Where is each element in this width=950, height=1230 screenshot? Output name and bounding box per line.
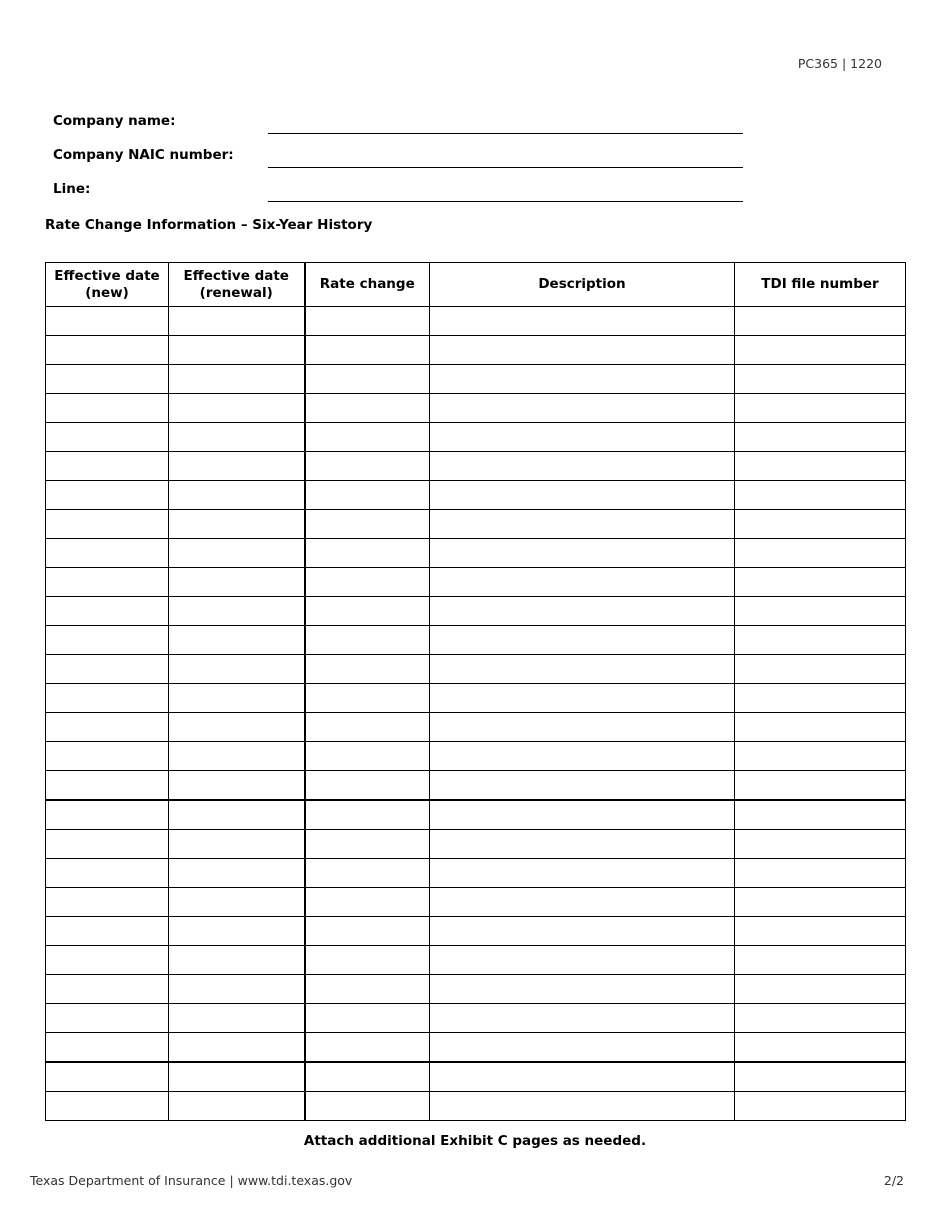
cell-effective-date-new[interactable] <box>46 365 169 394</box>
cell-effective-date-renewal[interactable] <box>169 1004 305 1033</box>
company-naic-field <box>53 146 743 170</box>
cell-effective-date-new[interactable] <box>46 568 169 597</box>
header-effective-date-renewal: Effective date (renewal) <box>169 263 305 307</box>
cell-description[interactable] <box>430 1092 735 1121</box>
table-row <box>46 1033 906 1063</box>
cell-effective-date-new[interactable] <box>46 684 169 713</box>
table-body <box>46 307 906 1121</box>
cell-effective-date-renewal[interactable] <box>169 597 305 626</box>
cell-description[interactable] <box>430 830 735 859</box>
table-row <box>46 336 906 365</box>
table-row <box>46 365 906 394</box>
cell-description[interactable] <box>430 568 735 597</box>
table-row <box>46 394 906 423</box>
cell-tdi-file-number[interactable] <box>735 888 906 917</box>
cell-tdi-file-number[interactable] <box>735 771 906 801</box>
cell-description[interactable] <box>430 394 735 423</box>
cell-tdi-file-number[interactable] <box>735 539 906 568</box>
cell-tdi-file-number[interactable] <box>735 336 906 365</box>
cell-description[interactable] <box>430 975 735 1004</box>
cell-effective-date-renewal[interactable] <box>169 423 305 452</box>
cell-effective-date-renewal[interactable] <box>169 888 305 917</box>
cell-effective-date-new[interactable] <box>46 713 169 742</box>
cell-effective-date-new[interactable] <box>46 1062 169 1092</box>
cell-rate-change[interactable] <box>305 1033 430 1063</box>
cell-effective-date-renewal[interactable] <box>169 684 305 713</box>
header-tdi-file-number: TDI file number <box>735 263 906 307</box>
cell-description[interactable] <box>430 713 735 742</box>
table-row <box>46 830 906 859</box>
cell-rate-change[interactable] <box>305 1062 430 1092</box>
cell-tdi-file-number[interactable] <box>735 830 906 859</box>
footer-page-number: 2/2 <box>883 1173 904 1188</box>
cell-tdi-file-number[interactable] <box>735 917 906 946</box>
cell-effective-date-renewal[interactable] <box>169 307 305 336</box>
table-row <box>46 771 906 801</box>
company-naic-line[interactable] <box>268 167 743 168</box>
cell-description[interactable] <box>430 946 735 975</box>
cell-description[interactable] <box>430 888 735 917</box>
table-row <box>46 713 906 742</box>
cell-effective-date-renewal[interactable] <box>169 655 305 684</box>
cell-rate-change[interactable] <box>305 597 430 626</box>
cell-tdi-file-number[interactable] <box>735 1004 906 1033</box>
cell-effective-date-new[interactable] <box>46 859 169 888</box>
cell-description[interactable] <box>430 510 735 539</box>
cell-rate-change[interactable] <box>305 800 430 830</box>
cell-rate-change[interactable] <box>305 365 430 394</box>
table-row <box>46 1004 906 1033</box>
cell-tdi-file-number[interactable] <box>735 975 906 1004</box>
cell-tdi-file-number[interactable] <box>735 1092 906 1121</box>
table-header-row <box>46 263 906 307</box>
cell-tdi-file-number[interactable] <box>735 452 906 481</box>
cell-description[interactable] <box>430 597 735 626</box>
cell-description[interactable] <box>430 1062 735 1092</box>
cell-rate-change[interactable] <box>305 684 430 713</box>
cell-rate-change[interactable] <box>305 888 430 917</box>
table-row <box>46 568 906 597</box>
cell-tdi-file-number[interactable] <box>735 1062 906 1092</box>
cell-effective-date-renewal[interactable] <box>169 568 305 597</box>
cell-effective-date-renewal[interactable] <box>169 510 305 539</box>
cell-effective-date-new[interactable] <box>46 830 169 859</box>
line-label: Line: <box>53 181 91 197</box>
table-row <box>46 452 906 481</box>
cell-effective-date-new[interactable] <box>46 510 169 539</box>
cell-description[interactable] <box>430 771 735 801</box>
cell-effective-date-new[interactable] <box>46 336 169 365</box>
cell-effective-date-new[interactable] <box>46 655 169 684</box>
table-row <box>46 946 906 975</box>
cell-description[interactable] <box>430 452 735 481</box>
cell-effective-date-new[interactable] <box>46 1004 169 1033</box>
table-row <box>46 481 906 510</box>
cell-rate-change[interactable] <box>305 946 430 975</box>
cell-tdi-file-number[interactable] <box>735 307 906 336</box>
cell-rate-change[interactable] <box>305 452 430 481</box>
cell-description[interactable] <box>430 336 735 365</box>
cell-description[interactable] <box>430 626 735 655</box>
table-row <box>46 1092 906 1121</box>
cell-effective-date-new[interactable] <box>46 626 169 655</box>
line-field <box>53 180 743 204</box>
cell-rate-change[interactable] <box>305 1004 430 1033</box>
cell-effective-date-new[interactable] <box>46 597 169 626</box>
cell-effective-date-renewal[interactable] <box>169 452 305 481</box>
cell-description[interactable] <box>430 800 735 830</box>
cell-tdi-file-number[interactable] <box>735 946 906 975</box>
section-title: Rate Change Information – Six-Year History <box>45 217 373 233</box>
table-row <box>46 917 906 946</box>
cell-rate-change[interactable] <box>305 1092 430 1121</box>
cell-rate-change[interactable] <box>305 307 430 336</box>
cell-rate-change[interactable] <box>305 423 430 452</box>
cell-effective-date-new[interactable] <box>46 1033 169 1063</box>
company-name-label: Company name: <box>53 113 176 129</box>
table-row <box>46 626 906 655</box>
table-row <box>46 859 906 888</box>
cell-effective-date-new[interactable] <box>46 539 169 568</box>
table-row <box>46 975 906 1004</box>
cell-rate-change[interactable] <box>305 626 430 655</box>
cell-effective-date-renewal[interactable] <box>169 1062 305 1092</box>
cell-description[interactable] <box>430 1004 735 1033</box>
cell-tdi-file-number[interactable] <box>735 568 906 597</box>
cell-effective-date-new[interactable] <box>46 452 169 481</box>
cell-effective-date-renewal[interactable] <box>169 917 305 946</box>
cell-effective-date-renewal[interactable] <box>169 830 305 859</box>
cell-effective-date-renewal[interactable] <box>169 1033 305 1063</box>
cell-effective-date-renewal[interactable] <box>169 481 305 510</box>
cell-description[interactable] <box>430 859 735 888</box>
cell-effective-date-new[interactable] <box>46 771 169 801</box>
cell-effective-date-renewal[interactable] <box>169 800 305 830</box>
cell-rate-change[interactable] <box>305 510 430 539</box>
cell-tdi-file-number[interactable] <box>735 655 906 684</box>
cell-tdi-file-number[interactable] <box>735 713 906 742</box>
cell-effective-date-new[interactable] <box>46 1092 169 1121</box>
cell-effective-date-renewal[interactable] <box>169 626 305 655</box>
cell-tdi-file-number[interactable] <box>735 1033 906 1063</box>
cell-tdi-file-number[interactable] <box>735 423 906 452</box>
cell-tdi-file-number[interactable] <box>735 481 906 510</box>
company-name-line[interactable] <box>268 133 743 134</box>
table-row <box>46 742 906 771</box>
form-id: PC365 | 1220 <box>797 56 882 71</box>
cell-rate-change[interactable] <box>305 975 430 1004</box>
cell-effective-date-new[interactable] <box>46 800 169 830</box>
header-description: Description <box>430 263 735 307</box>
cell-tdi-file-number[interactable] <box>735 684 906 713</box>
table-row <box>46 539 906 568</box>
cell-effective-date-renewal[interactable] <box>169 771 305 801</box>
cell-tdi-file-number[interactable] <box>735 394 906 423</box>
company-name-field <box>53 112 743 136</box>
cell-rate-change[interactable] <box>305 655 430 684</box>
header-rate-change: Rate change <box>305 263 430 307</box>
cell-description[interactable] <box>430 742 735 771</box>
cell-effective-date-renewal[interactable] <box>169 975 305 1004</box>
cell-tdi-file-number[interactable] <box>735 365 906 394</box>
cell-tdi-file-number[interactable] <box>735 742 906 771</box>
line-line[interactable] <box>268 201 743 202</box>
cell-effective-date-new[interactable] <box>46 307 169 336</box>
table-row <box>46 307 906 336</box>
cell-effective-date-renewal[interactable] <box>169 336 305 365</box>
cell-effective-date-renewal[interactable] <box>169 394 305 423</box>
cell-rate-change[interactable] <box>305 771 430 801</box>
cell-rate-change[interactable] <box>305 917 430 946</box>
cell-description[interactable] <box>430 655 735 684</box>
cell-effective-date-new[interactable] <box>46 742 169 771</box>
cell-effective-date-renewal[interactable] <box>169 742 305 771</box>
header-effective-date-new: Effective date (new) <box>46 263 169 307</box>
cell-tdi-file-number[interactable] <box>735 597 906 626</box>
table-row <box>46 655 906 684</box>
cell-rate-change[interactable] <box>305 539 430 568</box>
footer-agency: Texas Department of Insurance | www.tdi.texas.gov <box>30 1173 353 1188</box>
attach-note: Attach additional Exhibit C pages as needed. <box>303 1133 647 1149</box>
cell-effective-date-new[interactable] <box>46 917 169 946</box>
cell-effective-date-new[interactable] <box>46 394 169 423</box>
cell-rate-change[interactable] <box>305 742 430 771</box>
table-row <box>46 510 906 539</box>
cell-effective-date-renewal[interactable] <box>169 365 305 394</box>
table-row <box>46 888 906 917</box>
cell-effective-date-renewal[interactable] <box>169 713 305 742</box>
cell-tdi-file-number[interactable] <box>735 510 906 539</box>
cell-effective-date-new[interactable] <box>46 481 169 510</box>
cell-effective-date-renewal[interactable] <box>169 539 305 568</box>
cell-effective-date-new[interactable] <box>46 888 169 917</box>
cell-rate-change[interactable] <box>305 713 430 742</box>
table-row <box>46 423 906 452</box>
cell-rate-change[interactable] <box>305 859 430 888</box>
cell-description[interactable] <box>430 917 735 946</box>
cell-effective-date-new[interactable] <box>46 423 169 452</box>
cell-effective-date-renewal[interactable] <box>169 859 305 888</box>
cell-description[interactable] <box>430 481 735 510</box>
cell-rate-change[interactable] <box>305 481 430 510</box>
table-row <box>46 597 906 626</box>
cell-effective-date-new[interactable] <box>46 975 169 1004</box>
cell-tdi-file-number[interactable] <box>735 859 906 888</box>
cell-rate-change[interactable] <box>305 336 430 365</box>
table-row <box>46 684 906 713</box>
rate-history-table <box>45 262 906 1121</box>
cell-rate-change[interactable] <box>305 830 430 859</box>
cell-tdi-file-number[interactable] <box>735 800 906 830</box>
cell-effective-date-renewal[interactable] <box>169 946 305 975</box>
table-row <box>46 1062 906 1092</box>
cell-description[interactable] <box>430 684 735 713</box>
cell-description[interactable] <box>430 1033 735 1063</box>
cell-tdi-file-number[interactable] <box>735 626 906 655</box>
cell-effective-date-renewal[interactable] <box>169 1092 305 1121</box>
cell-description[interactable] <box>430 307 735 336</box>
cell-description[interactable] <box>430 539 735 568</box>
company-naic-label: Company NAIC number: <box>53 147 234 163</box>
cell-description[interactable] <box>430 365 735 394</box>
cell-description[interactable] <box>430 423 735 452</box>
table-row <box>46 800 906 830</box>
cell-effective-date-new[interactable] <box>46 946 169 975</box>
cell-rate-change[interactable] <box>305 568 430 597</box>
cell-rate-change[interactable] <box>305 394 430 423</box>
